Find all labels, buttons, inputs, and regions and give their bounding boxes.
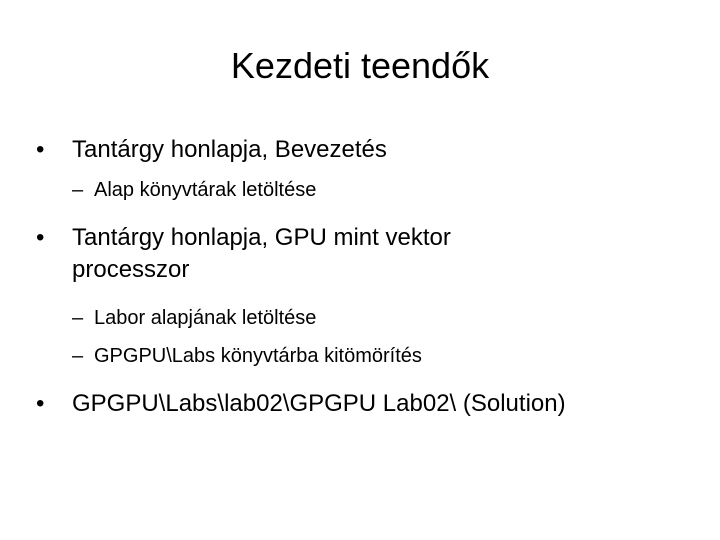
sub-mark: – — [72, 345, 84, 367]
sub-mark: – — [72, 179, 84, 201]
bullet-mark: • — [36, 224, 45, 251]
sub-item-2-1 — [72, 305, 692, 331]
sub-text: GPGPU\Labs könyvtárba kitömörítés — [94, 345, 422, 367]
bullet-text: Tantárgy honlapja, GPU mint vektor processzor — [72, 224, 451, 283]
slide-title: Kezdeti teendők — [230, 45, 490, 86]
bullet-text: GPGPU\Labs\lab02\GPGPU Lab02\ (Solution) — [72, 390, 566, 417]
bullet-item-2 — [36, 222, 676, 286]
sub-text: Alap könyvtárak letöltése — [94, 179, 317, 201]
bullet-item-1 — [36, 134, 676, 166]
bullet-mark: • — [36, 390, 45, 417]
bullet-item-3 — [36, 388, 676, 420]
sub-item-2-2 — [72, 343, 692, 369]
bullet-mark: • — [36, 136, 45, 163]
bullet-text: Tantárgy honlapja, Bevezetés — [72, 136, 387, 163]
sub-mark: – — [72, 307, 84, 329]
sub-text: Labor alapjának letöltése — [94, 307, 317, 329]
sub-item-1-1 — [72, 177, 692, 203]
